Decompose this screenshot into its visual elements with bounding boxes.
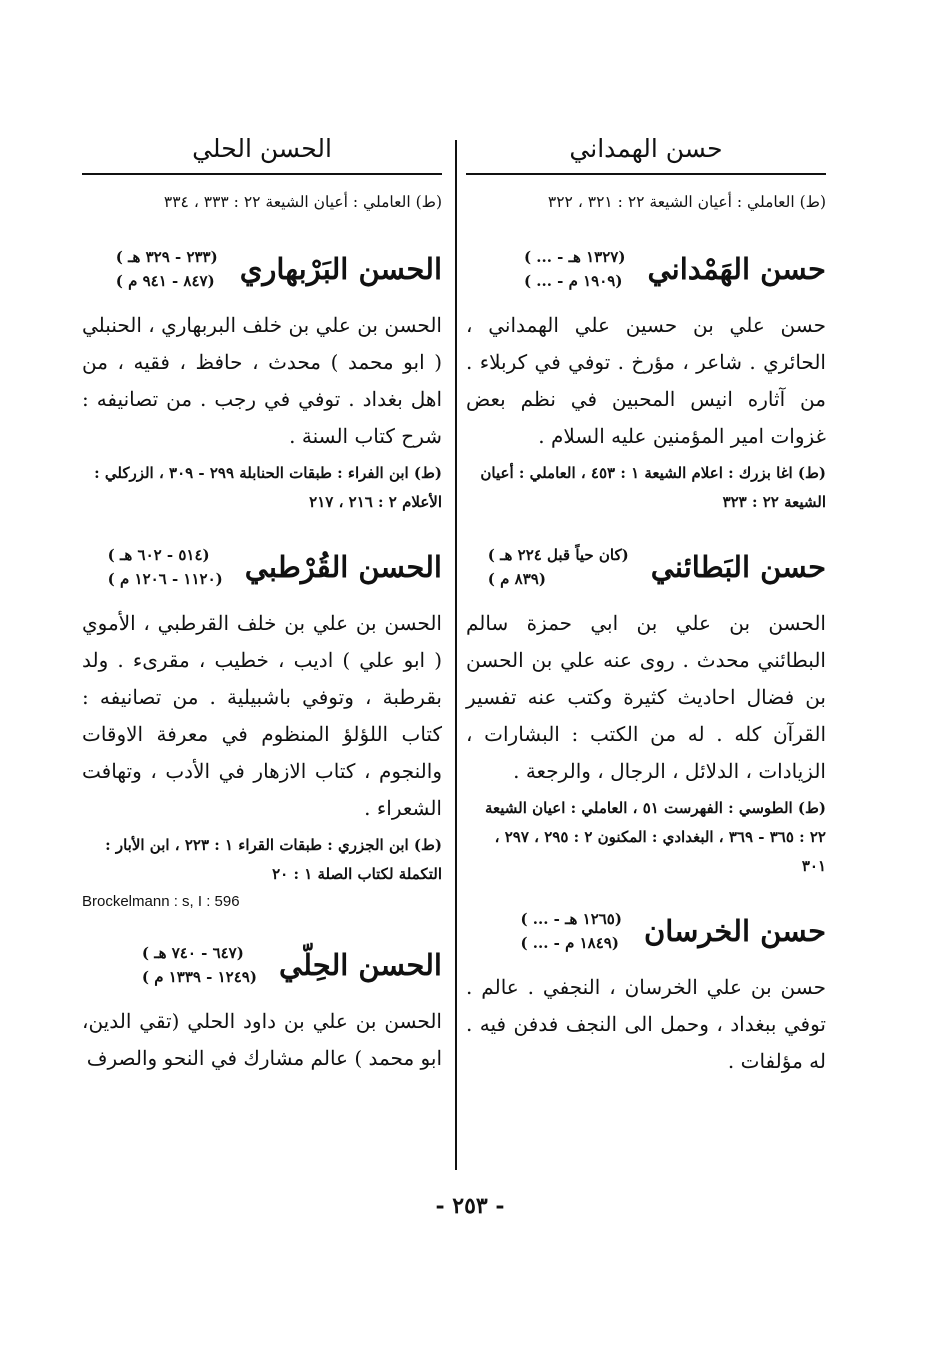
- entry-body: حسن بن علي الخرسان ، النجفي . عالم . توفي ببغداد ، وحمل الى النجف فدفن فيه . له مؤلفات .: [466, 975, 826, 1073]
- entry-heading: [82, 935, 442, 995]
- right-column: [466, 125, 826, 1084]
- entry-title: الحسن الحِلّي: [278, 948, 442, 982]
- entry-dates: [520, 907, 622, 955]
- entry-dates: [142, 941, 257, 989]
- dates-gregorian: ( ... - ١٩٠٩ م): [523, 272, 623, 290]
- column-divider: [455, 140, 457, 1170]
- entry: [466, 901, 826, 1080]
- dates-hijri: ( ٥١٤ - ٦٠٢ هـ): [107, 546, 210, 564]
- page-number: - ٢٥٣ -: [435, 1193, 505, 1219]
- latin-reference: Brockelmann : s, I : 596: [82, 893, 240, 910]
- entry-heading: [466, 537, 826, 597]
- dates-gregorian: ( ٨٣٩ م): [487, 570, 546, 588]
- entry-body: الحسن بن علي بن خلف البربهاري ، الحنبلي ( ابو محمد ) محدث ، حافظ ، فقيه ، من اهل بغداد . توفي في رجب . من تصانيفه : شرح كتاب السنة .: [82, 313, 442, 448]
- right-running-header: حسن الهمداني: [466, 125, 826, 175]
- dates-hijri: ( ٢٣٣ - ٣٢٩ هـ): [115, 248, 218, 266]
- entry-body: الحسن بن علي بن داود الحلي (تقي الدين، ابو محمد ) عالم مشارك في النحو والصرف: [82, 1009, 442, 1070]
- dates-gregorian: ( ١٢٤٩ - ١٣٣٩ م): [141, 968, 257, 986]
- dates-gregorian: ( ٨٤٧ - ٩٤١ م): [115, 272, 215, 290]
- left-running-header: الحسن الحلي: [82, 125, 442, 175]
- dates-hijri: ( ... - ١٣٢٧ هـ): [523, 248, 626, 266]
- dates-hijri: ( ٦٤٧ - ٧٤٠ هـ): [141, 944, 244, 962]
- entry: [82, 537, 442, 915]
- left-column: [82, 125, 442, 1081]
- entry-title: الحسن القُرْطبي: [244, 550, 442, 584]
- entry-heading: [466, 239, 826, 299]
- entry-sources: (ط) ابن الجزري : طبقات القراء ١ : ٢٢٣ ، ابن الأبار : التكملة لكتاب الصلة ١ : ٢٠: [105, 836, 442, 883]
- entry-sources: (ط) الطوسي : الفهرست ٥١ ، العاملي : اعيان الشيعة ٢٢ : ٣٦٥ - ٣٦٩ ، البغدادي : المكنون ٢ : ٢٩٥ ، ٢٩٧ ، ٣٠١: [485, 799, 826, 875]
- entry-title: حسن البَطائني: [650, 550, 826, 584]
- entry-title: حسن الهَمْداني: [647, 252, 826, 286]
- entry: [466, 239, 826, 517]
- entry-sources: (ط) ابن الفراء : طبقات الحنابلة ٢٩٩ - ٣٠٩ ، الزركلي : الأعلام ٢ : ٢١٦ ، ٢١٧: [94, 464, 442, 511]
- entry-dates: [524, 245, 626, 293]
- entry-title: الحسن البَرْبهاري: [239, 252, 442, 286]
- entry: [82, 239, 442, 517]
- entry: [466, 537, 826, 881]
- dates-hijri: ( ... - ١٢٦٥ هـ): [520, 910, 622, 928]
- entry-body: حسن علي بن حسين علي الهمداني ، الحائري . شاعر ، مؤرخ . توفي في كربلاء . من آثاره انيس المحبين في نظم بعض غزوات امير المؤمنين عليه السلام .: [466, 313, 826, 448]
- entry-dates: [108, 543, 223, 591]
- dates-gregorian: ( ١١٢٠ - ١٢٠٦ م): [107, 570, 223, 588]
- continued-reference: (ط) العاملي : أعيان الشيعة ٢٢ : ٣٣٣ ، ٣٣٤: [163, 193, 442, 211]
- entry-body: الحسن بن علي بن خلف القرطبي ، الأموي ( ابو علي ) اديب ، خطيب ، مقرىء . ولد بقرطبة ، وتوفي باشبيلية . من تصانيفه : كتاب اللؤلؤ المنظوم في معرفة الاوقات والنجوم ، كتاب الازهار في الأدب ، وتهافت الشعراء .: [82, 611, 442, 820]
- entry-heading: [82, 239, 442, 299]
- entry-dates: [116, 245, 218, 293]
- entry-body: الحسن بن علي بن ابي حمزة سالم البطائني محدث . روى عنه علي بن الحسن بن فضال احاديث كثيرة وكتب عنه تفسير القرآن كله . له من الكتب : البشارات ، الزيادات ، الدلائل ، الرجال ، والرجعة .: [466, 611, 826, 783]
- entry-title: حسن الخرسان: [643, 914, 826, 948]
- entry-sources: (ط) اغا بزرك : اعلام الشيعة ١ : ٤٥٣ ، العاملي : أعيان الشيعة ٢٢ : ٣٢٣: [480, 464, 826, 511]
- entry-heading: [82, 537, 442, 597]
- entry-dates: [488, 543, 629, 591]
- dates-gregorian: ( ... - ١٨٤٩ م): [520, 934, 619, 952]
- dates-hijri: ( كان حياً قبل ٢٢٤ هـ): [487, 546, 629, 564]
- entry: [82, 935, 442, 1077]
- entry-heading: [466, 901, 826, 961]
- continued-reference: (ط) العاملي : أعيان الشيعة ٢٢ : ٣٢١ ، ٣٢٢: [547, 193, 826, 211]
